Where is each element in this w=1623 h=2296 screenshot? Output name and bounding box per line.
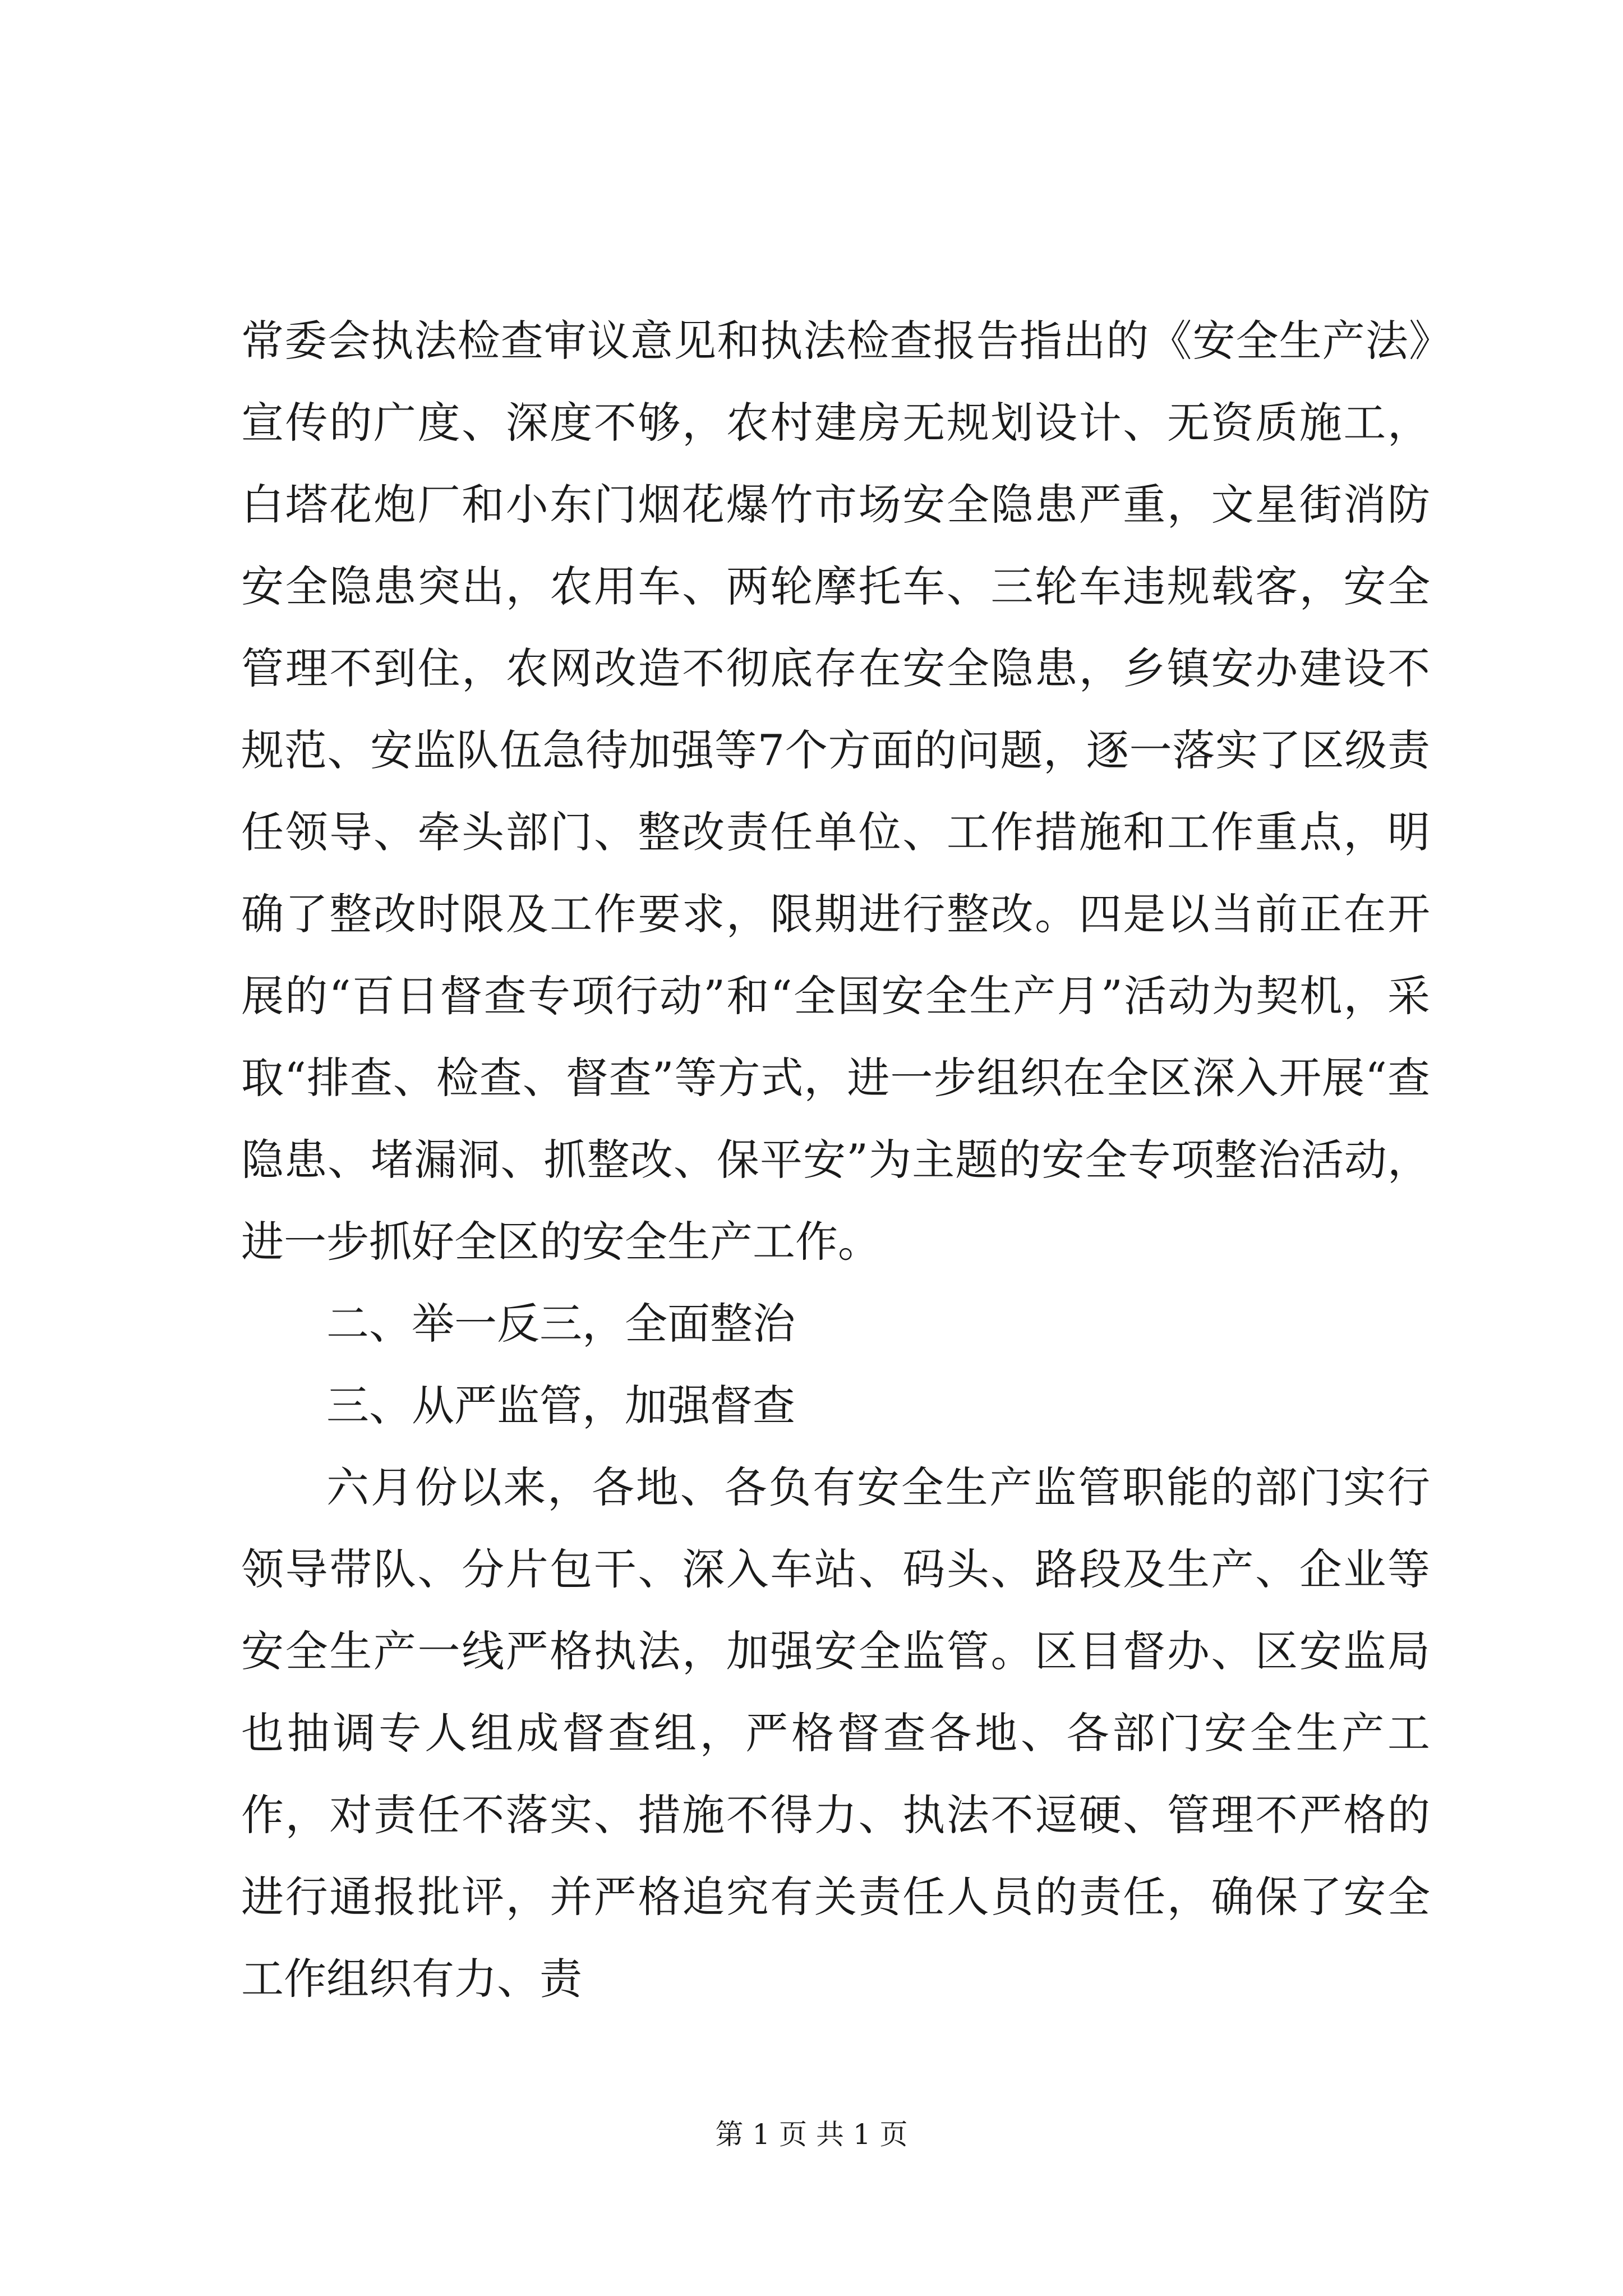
section-heading: 三、从严监管，加强督查 <box>326 1381 795 1430</box>
page-footer: 第 1 页 共 1 页 <box>715 2118 908 2151</box>
body-paragraph: 六月份以来，各地、各负有安全生产监管职能的部门实行领导带队、分片包干、深入车站、码头、路段及生产、企业等安全生产一线严格执法，加强安全监管。区目督办、区安监局也抽调专人组成督查组，严格督查各地、各部门安全生产工作，对责任不落实、措施不得力、执法不逗硬、管理不严格的进行通报批评，并严格追究有关责任人员的责任，确保了安全工作组织有力、责 <box>241 1462 1430 2004</box>
section-heading: 二、举一反三，全面整治 <box>326 1299 795 1349</box>
document-body <box>241 300 1430 2020</box>
body-paragraph: 常委会执法检查审议意见和执法检查报告指出的《安全生产法》宣传的广度、深度不够，农村建房无规划设计、无资质施工，白塔花炮厂和小东门烟花爆竹市场安全隐患严重，文星街消防安全隐患突出，农用车、两轮摩托车、三轮车违规载客，安全管理不到住，农网改造不彻底存在安全隐患，乡镇安办建设不规范、安监队伍急待加强等7个方面的问题，逐一落实了区级责任领导、牵头部门、整改责任单位、工作措施和工作重点，明确了整改时限及工作要求，限期进行整改。四是以当前正在开展的“百日督查专项行动”和“全国安全生产月”活动为契机，采取“排查、检查、督查”等方式，进一步组织在全区深入开展“查隐患、堵漏洞、抓整改、保平安”为主题的安全专项整治活动，进一步抓好全区的安全生产工作。 <box>241 316 1430 1267</box>
